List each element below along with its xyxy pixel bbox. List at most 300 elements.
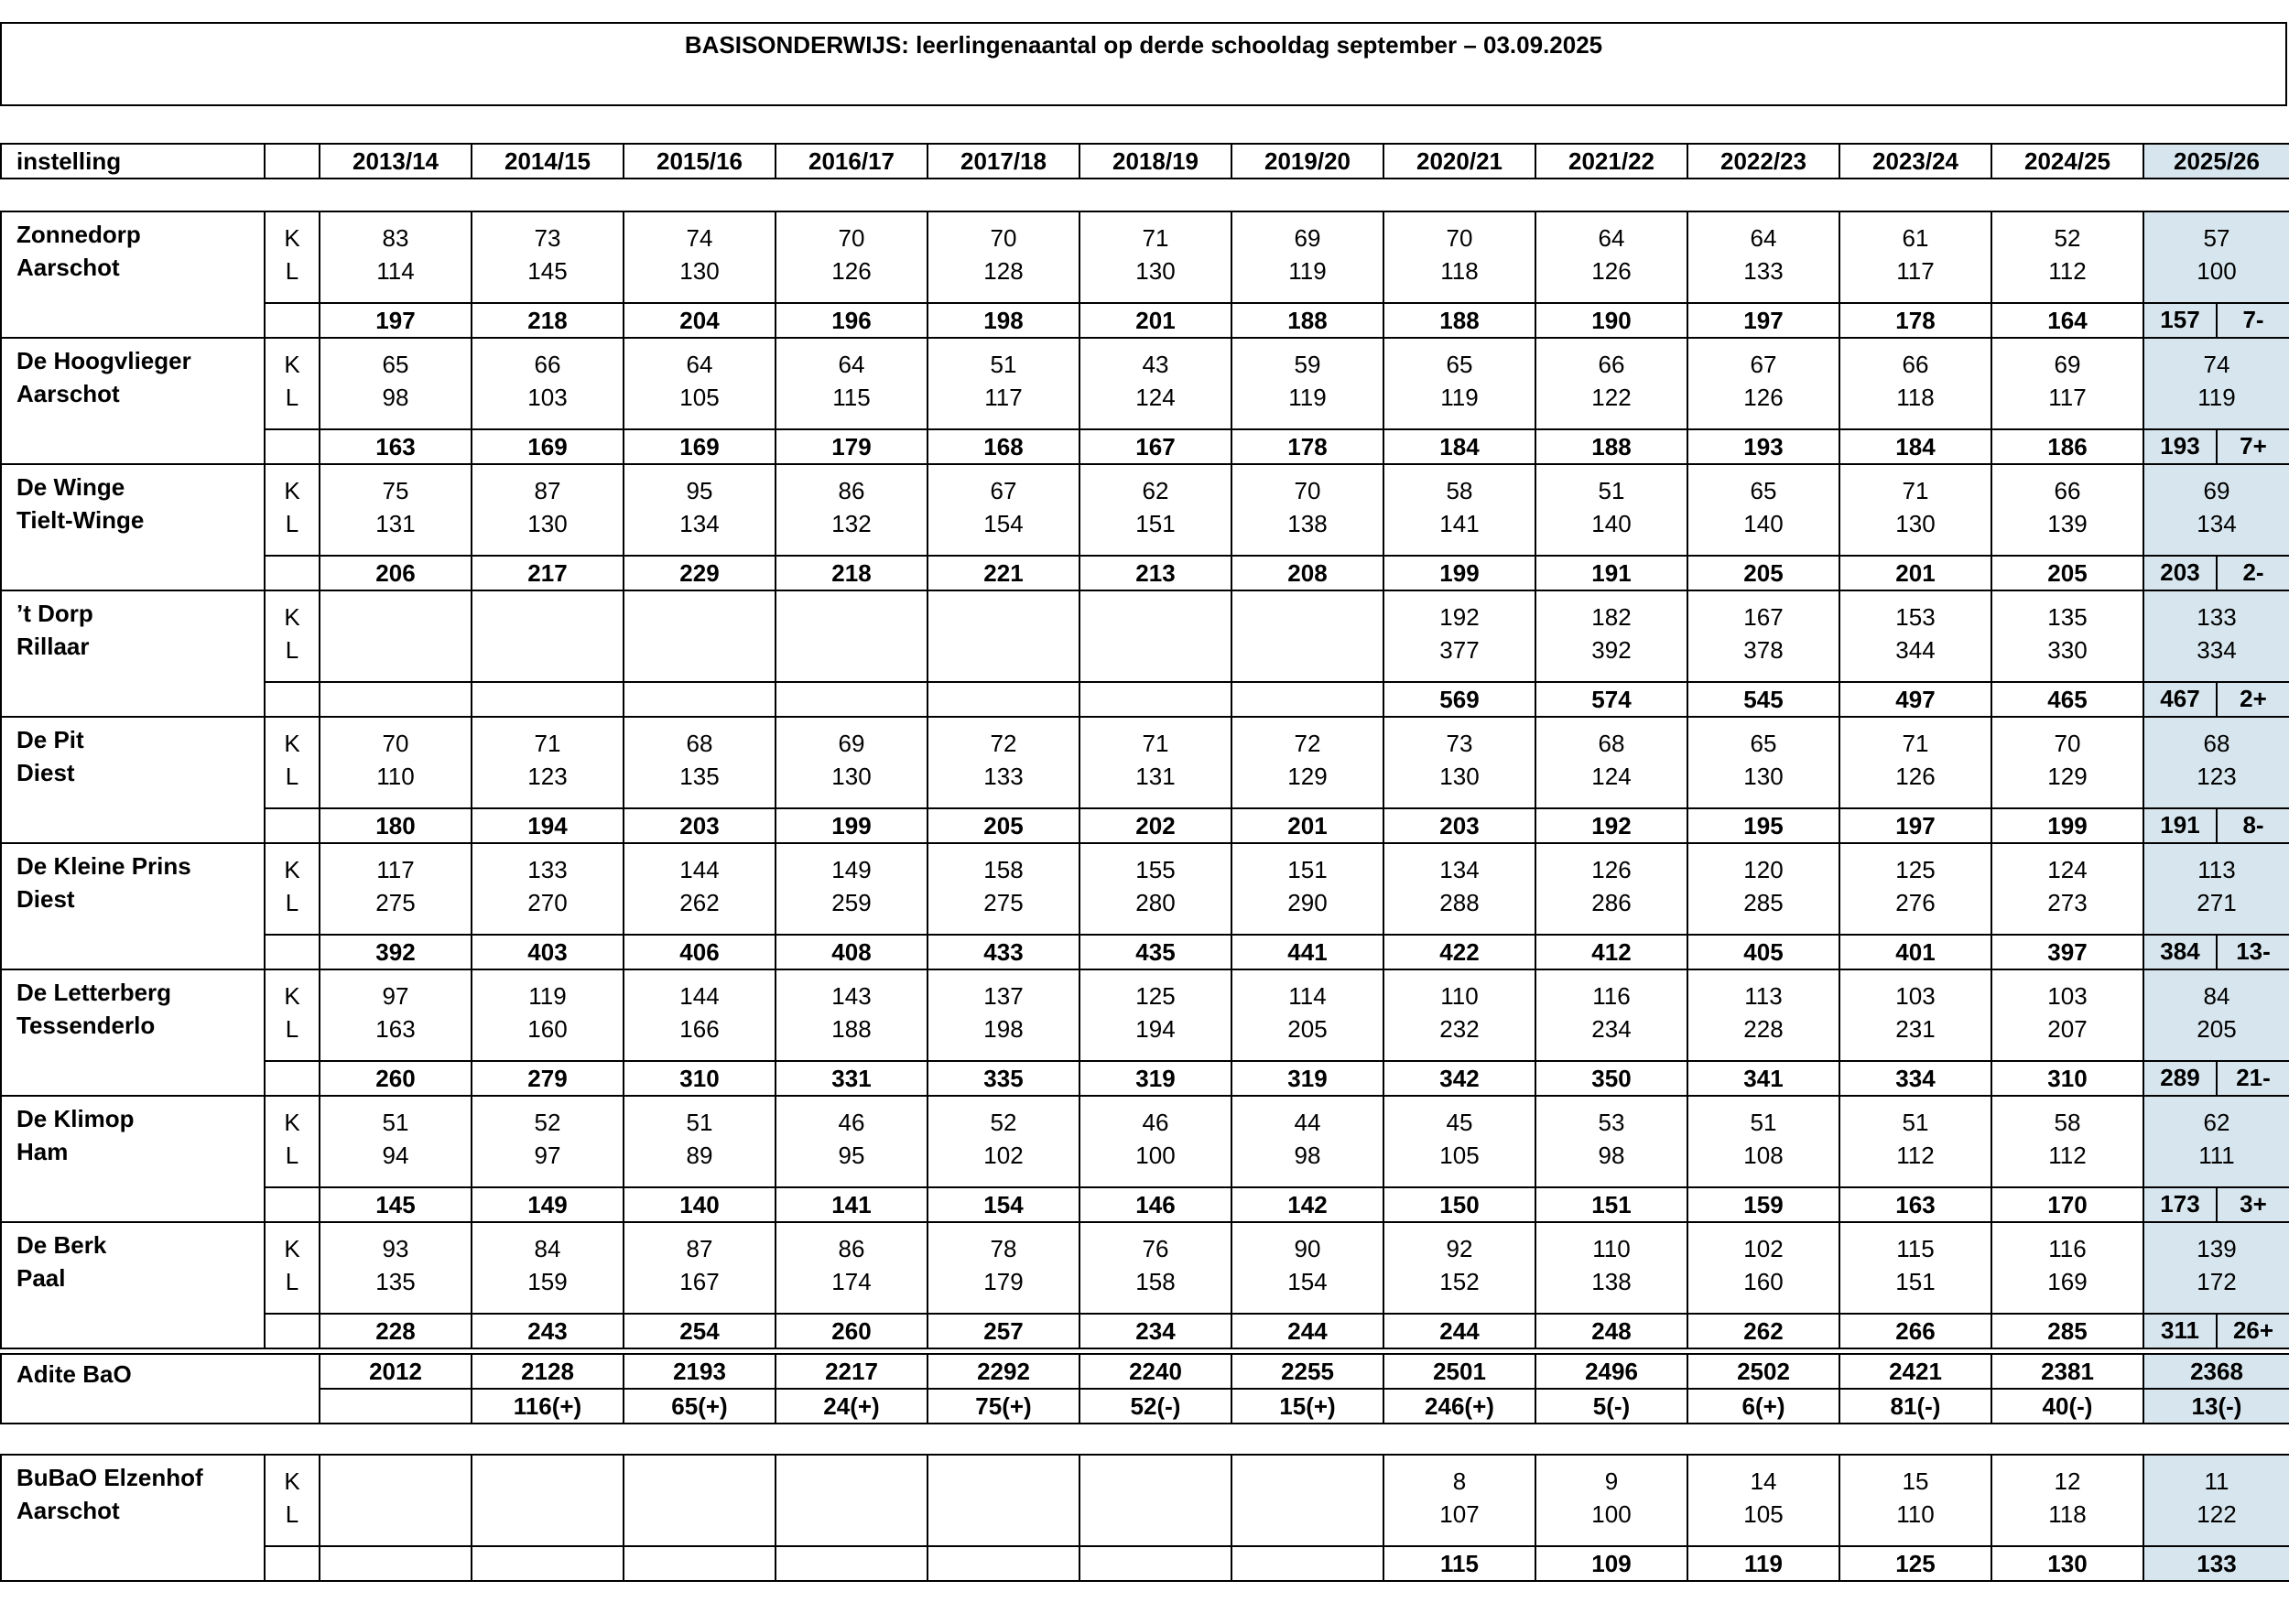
l-value: 123 bbox=[2197, 763, 2237, 790]
school-name bbox=[1, 1222, 265, 1348]
total-value: 319 bbox=[1079, 1061, 1231, 1096]
adite-change: 6(+) bbox=[1687, 1389, 1839, 1424]
kl-values-cell bbox=[1079, 1096, 1231, 1187]
l-value: 270 bbox=[527, 889, 568, 916]
total-cell-current bbox=[2143, 556, 2289, 590]
l-value: 130 bbox=[527, 510, 568, 537]
school-name bbox=[1, 211, 265, 338]
kl-values-cell bbox=[776, 717, 928, 808]
kl-labels bbox=[265, 211, 320, 303]
total-kl-cell bbox=[265, 556, 320, 590]
total-value: 125 bbox=[1839, 1546, 1991, 1581]
l-value: 103 bbox=[527, 384, 568, 411]
k-value: 58 bbox=[1446, 477, 1473, 504]
school-name-line: De Berk bbox=[16, 1231, 107, 1259]
l-value: 110 bbox=[1896, 1500, 1935, 1528]
adite-total-row bbox=[1, 1354, 2289, 1389]
total-value: 403 bbox=[472, 935, 624, 969]
kl-values-cell bbox=[1991, 590, 2143, 682]
total-value: 204 bbox=[624, 303, 776, 338]
kl-values-cell bbox=[1839, 1096, 1991, 1187]
l-value: 151 bbox=[1895, 1268, 1936, 1295]
page-title: BASISONDERWIJS: leerlingenaantal op derde schooldag september – 03.09.2025 bbox=[684, 31, 1603, 59]
kl-values-cell bbox=[928, 464, 1079, 556]
kl-values-cell bbox=[1383, 338, 1535, 429]
total-value: 384 bbox=[2144, 936, 2218, 969]
l-value: 194 bbox=[1135, 1015, 1176, 1043]
total-value bbox=[1231, 1546, 1383, 1581]
l-value: 124 bbox=[1591, 763, 1632, 790]
adite-total: 2255 bbox=[1231, 1354, 1383, 1389]
total-value: 197 bbox=[1687, 303, 1839, 338]
kl-values-cell bbox=[624, 1222, 776, 1314]
total-value: 199 bbox=[1383, 556, 1535, 590]
k-value: 61 bbox=[1902, 224, 1929, 252]
k-value: 58 bbox=[2054, 1109, 2081, 1136]
kl-values-cell bbox=[776, 590, 928, 682]
kl-values-cell bbox=[320, 590, 472, 682]
total-value bbox=[320, 1546, 472, 1581]
l-value: 126 bbox=[1591, 257, 1632, 285]
l-value: 188 bbox=[831, 1015, 872, 1043]
l-label: L bbox=[285, 384, 299, 411]
k-value: 86 bbox=[838, 1235, 865, 1262]
total-value: 178 bbox=[1231, 429, 1383, 464]
adite-change: 52(-) bbox=[1079, 1389, 1231, 1424]
l-value: 112 bbox=[2048, 1142, 2087, 1169]
l-value: 273 bbox=[2047, 889, 2088, 916]
adite-total: 2217 bbox=[776, 1354, 928, 1389]
l-value: 140 bbox=[1591, 510, 1632, 537]
k-value: 110 bbox=[1440, 982, 1479, 1010]
total-value: 119 bbox=[1687, 1546, 1839, 1581]
kl-values-cell bbox=[472, 717, 624, 808]
kl-values-cell bbox=[472, 843, 624, 935]
kl-values-cell bbox=[928, 211, 1079, 303]
k-value: 87 bbox=[686, 1235, 713, 1262]
total-value: 208 bbox=[1231, 556, 1383, 590]
k-value: 83 bbox=[382, 224, 409, 252]
kl-values-cell bbox=[624, 1455, 776, 1546]
adite-total: 2368 bbox=[2143, 1354, 2289, 1389]
kl-values-cell bbox=[1991, 211, 2143, 303]
l-value: 105 bbox=[1439, 1142, 1480, 1169]
k-value: 70 bbox=[2054, 730, 2081, 757]
l-value: 172 bbox=[2197, 1268, 2237, 1295]
k-value: 153 bbox=[1895, 603, 1936, 631]
total-value: 184 bbox=[1383, 429, 1535, 464]
adite-total: 2012 bbox=[320, 1354, 472, 1389]
kl-values-cell bbox=[1231, 338, 1383, 429]
kl-values-cell bbox=[624, 1096, 776, 1187]
kl-values-cell bbox=[1079, 211, 1231, 303]
school-row bbox=[1, 843, 2289, 935]
bubao-table bbox=[0, 1454, 2289, 1582]
total-value: 197 bbox=[1839, 808, 1991, 843]
total-value: 218 bbox=[472, 303, 624, 338]
l-value: 275 bbox=[983, 889, 1024, 916]
l-value: 119 bbox=[2197, 384, 2236, 411]
school-row bbox=[1, 211, 2289, 303]
school-name bbox=[1, 590, 265, 717]
total-value: 163 bbox=[1839, 1187, 1991, 1222]
k-value: 51 bbox=[1750, 1109, 1777, 1136]
total-cell-current bbox=[2143, 1061, 2289, 1096]
total-value: 188 bbox=[1231, 303, 1383, 338]
k-label: K bbox=[284, 1467, 300, 1495]
total-value: 151 bbox=[1535, 1187, 1687, 1222]
kl-values-cell bbox=[1687, 590, 1839, 682]
kl-labels bbox=[265, 843, 320, 935]
kl-values-cell bbox=[624, 590, 776, 682]
kl-values-cell bbox=[2143, 338, 2289, 429]
kl-values-cell bbox=[472, 969, 624, 1061]
kl-values-cell bbox=[1079, 843, 1231, 935]
total-value: 197 bbox=[320, 303, 472, 338]
l-value: 98 bbox=[1294, 1142, 1321, 1169]
adite-change: 15(+) bbox=[1231, 1389, 1383, 1424]
l-value: 344 bbox=[1895, 636, 1936, 664]
l-value: 145 bbox=[527, 257, 568, 285]
k-value: 113 bbox=[1744, 982, 1783, 1010]
k-value: 71 bbox=[1142, 730, 1169, 757]
school-name bbox=[1, 338, 265, 464]
l-value: 132 bbox=[831, 510, 872, 537]
adite-change: 5(-) bbox=[1535, 1389, 1687, 1424]
k-value: 8 bbox=[1452, 1467, 1467, 1495]
total-value: 190 bbox=[1535, 303, 1687, 338]
header-year: 2018/19 bbox=[1079, 144, 1231, 179]
k-value: 65 bbox=[1750, 730, 1777, 757]
header-year: 2016/17 bbox=[776, 144, 928, 179]
k-value: 87 bbox=[534, 477, 561, 504]
total-row bbox=[1, 429, 2289, 464]
kl-values-cell bbox=[472, 464, 624, 556]
header-year: 2022/23 bbox=[1687, 144, 1839, 179]
kl-values-cell bbox=[928, 1096, 1079, 1187]
kl-values-cell bbox=[1535, 338, 1687, 429]
change-value: 7- bbox=[2242, 306, 2264, 333]
l-value: 130 bbox=[679, 257, 720, 285]
kl-values-cell bbox=[1079, 969, 1231, 1061]
header-year: 2023/24 bbox=[1839, 144, 1991, 179]
l-value: 179 bbox=[983, 1268, 1024, 1295]
k-value: 14 bbox=[1750, 1467, 1777, 1495]
school-row bbox=[1, 590, 2289, 682]
total-value: 193 bbox=[2144, 430, 2218, 463]
kl-values-cell bbox=[1991, 1222, 2143, 1314]
kl-values-cell bbox=[1231, 1222, 1383, 1314]
k-value: 59 bbox=[1294, 351, 1321, 378]
l-label: L bbox=[285, 1142, 299, 1169]
total-row bbox=[1, 808, 2289, 843]
k-value: 64 bbox=[1750, 224, 1777, 252]
k-value: 117 bbox=[376, 856, 415, 883]
kl-values-cell bbox=[472, 1096, 624, 1187]
l-value: 152 bbox=[1439, 1268, 1480, 1295]
l-value: 134 bbox=[2197, 510, 2237, 537]
total-value: 196 bbox=[776, 303, 928, 338]
total-kl-cell bbox=[265, 1187, 320, 1222]
total-value: 146 bbox=[1079, 1187, 1231, 1222]
school-name bbox=[1, 464, 265, 590]
total-value: 201 bbox=[1079, 303, 1231, 338]
k-value: 125 bbox=[1135, 982, 1176, 1010]
kl-values-cell bbox=[624, 717, 776, 808]
k-value: 73 bbox=[1446, 730, 1473, 757]
l-value: 133 bbox=[1743, 257, 1784, 285]
l-label: L bbox=[285, 889, 299, 916]
kl-values-cell bbox=[1687, 969, 1839, 1061]
adite-change: 81(-) bbox=[1839, 1389, 1991, 1424]
school-place-line: Aarschot bbox=[16, 380, 120, 407]
total-value bbox=[1079, 1546, 1231, 1581]
adite-change: 246(+) bbox=[1383, 1389, 1535, 1424]
kl-values-cell bbox=[320, 1096, 472, 1187]
total-value: 229 bbox=[624, 556, 776, 590]
total-value: 198 bbox=[928, 303, 1079, 338]
adite-total: 2128 bbox=[472, 1354, 624, 1389]
k-value: 92 bbox=[1446, 1235, 1473, 1262]
school-place-line: Rillaar bbox=[16, 633, 90, 660]
kl-values-cell bbox=[928, 969, 1079, 1061]
adite-total: 2502 bbox=[1687, 1354, 1839, 1389]
l-value: 122 bbox=[2197, 1500, 2237, 1528]
total-value: 441 bbox=[1231, 935, 1383, 969]
l-value: 205 bbox=[2197, 1015, 2237, 1043]
kl-labels bbox=[265, 717, 320, 808]
l-value: 131 bbox=[1135, 763, 1176, 790]
total-value: 334 bbox=[1839, 1061, 1991, 1096]
kl-values-cell bbox=[1535, 464, 1687, 556]
total-value bbox=[776, 1546, 928, 1581]
total-value bbox=[1079, 682, 1231, 717]
l-value: 377 bbox=[1439, 636, 1480, 664]
l-label: L bbox=[285, 1268, 299, 1295]
total-value: 193 bbox=[1687, 429, 1839, 464]
change-value: 2- bbox=[2242, 558, 2264, 586]
kl-values-cell bbox=[1231, 969, 1383, 1061]
total-value: 406 bbox=[624, 935, 776, 969]
kl-values-cell bbox=[2143, 1455, 2289, 1546]
k-value: 70 bbox=[838, 224, 865, 252]
k-value: 151 bbox=[1287, 856, 1328, 883]
k-value: 103 bbox=[2047, 982, 2088, 1010]
kl-values-cell bbox=[320, 464, 472, 556]
total-value: 170 bbox=[1991, 1187, 2143, 1222]
l-value: 290 bbox=[1287, 889, 1328, 916]
header-table bbox=[0, 143, 2289, 179]
kl-values-cell bbox=[1839, 464, 1991, 556]
total-value: 130 bbox=[1991, 1546, 2143, 1581]
adite-change: 40(-) bbox=[1991, 1389, 2143, 1424]
school-row bbox=[1, 1455, 2289, 1546]
kl-values-cell bbox=[320, 338, 472, 429]
l-value: 154 bbox=[1287, 1268, 1328, 1295]
kl-values-cell bbox=[1687, 1096, 1839, 1187]
k-value: 65 bbox=[1446, 351, 1473, 378]
k-value: 78 bbox=[990, 1235, 1017, 1262]
total-value: 319 bbox=[1231, 1061, 1383, 1096]
total-row bbox=[1, 556, 2289, 590]
l-value: 94 bbox=[382, 1142, 409, 1169]
kl-values-cell bbox=[1839, 969, 1991, 1061]
l-value: 141 bbox=[1439, 510, 1480, 537]
l-value: 123 bbox=[527, 763, 568, 790]
kl-values-cell bbox=[776, 211, 928, 303]
total-cell-current bbox=[2143, 1314, 2289, 1348]
total-value: 192 bbox=[1535, 808, 1687, 843]
k-value: 62 bbox=[2203, 1109, 2230, 1136]
adite-total: 2381 bbox=[1991, 1354, 2143, 1389]
l-value: 234 bbox=[1591, 1015, 1632, 1043]
kl-values-cell bbox=[1383, 1455, 1535, 1546]
k-value: 90 bbox=[1294, 1235, 1321, 1262]
kl-values-cell bbox=[1687, 464, 1839, 556]
total-value: 202 bbox=[1079, 808, 1231, 843]
kl-values-cell bbox=[928, 843, 1079, 935]
header-instelling: instelling bbox=[1, 144, 265, 179]
l-value: 100 bbox=[1591, 1500, 1632, 1528]
k-value: 113 bbox=[2197, 856, 2236, 883]
l-value: 133 bbox=[983, 763, 1024, 790]
k-value: 52 bbox=[990, 1109, 1017, 1136]
kl-values-cell bbox=[2143, 969, 2289, 1061]
l-value: 107 bbox=[1439, 1500, 1480, 1528]
kl-values-cell bbox=[624, 211, 776, 303]
total-kl-cell bbox=[265, 808, 320, 843]
kl-values-cell bbox=[320, 969, 472, 1061]
l-value: 392 bbox=[1591, 636, 1632, 664]
school-name bbox=[1, 1096, 265, 1222]
total-value: 262 bbox=[1687, 1314, 1839, 1348]
l-value: 259 bbox=[831, 889, 872, 916]
total-value: 266 bbox=[1839, 1314, 1991, 1348]
total-value: 218 bbox=[776, 556, 928, 590]
l-value: 119 bbox=[1440, 384, 1479, 411]
k-value: 133 bbox=[2197, 603, 2237, 631]
total-row bbox=[1, 682, 2289, 717]
l-value: 117 bbox=[984, 384, 1023, 411]
l-value: 130 bbox=[1135, 257, 1176, 285]
kl-values-cell bbox=[928, 590, 1079, 682]
total-value: 201 bbox=[1839, 556, 1991, 590]
adite-change: 24(+) bbox=[776, 1389, 928, 1424]
total-value: 188 bbox=[1535, 429, 1687, 464]
k-value: 15 bbox=[1902, 1467, 1929, 1495]
school-name bbox=[1, 843, 265, 969]
k-label: K bbox=[284, 224, 300, 252]
l-value: 166 bbox=[679, 1015, 720, 1043]
total-value: 203 bbox=[1383, 808, 1535, 843]
k-value: 74 bbox=[686, 224, 713, 252]
school-name-line: De Hoogvlieger bbox=[16, 347, 191, 374]
k-value: 71 bbox=[1902, 730, 1929, 757]
kl-values-cell bbox=[2143, 843, 2289, 935]
adite-change: 13(-) bbox=[2143, 1389, 2289, 1424]
l-value: 112 bbox=[2048, 257, 2087, 285]
k-value: 116 bbox=[1592, 982, 1631, 1010]
school-name-line: De Pit bbox=[16, 726, 84, 753]
k-value: 69 bbox=[2054, 351, 2081, 378]
school-name-line: BuBaO Elzenhof bbox=[16, 1464, 203, 1491]
total-row bbox=[1, 935, 2289, 969]
k-value: 51 bbox=[990, 351, 1017, 378]
kl-values-cell bbox=[2143, 717, 2289, 808]
total-row bbox=[1, 1314, 2289, 1348]
k-value: 51 bbox=[1598, 477, 1625, 504]
kl-values-cell bbox=[472, 1455, 624, 1546]
l-label: L bbox=[285, 763, 299, 790]
kl-values-cell bbox=[1535, 969, 1687, 1061]
kl-values-cell bbox=[776, 1222, 928, 1314]
kl-values-cell bbox=[1991, 717, 2143, 808]
k-value: 69 bbox=[838, 730, 865, 757]
k-label: K bbox=[284, 1109, 300, 1136]
l-value: 100 bbox=[1135, 1142, 1176, 1169]
total-value: 248 bbox=[1535, 1314, 1687, 1348]
k-value: 46 bbox=[838, 1109, 865, 1136]
k-value: 57 bbox=[2203, 224, 2230, 252]
k-value: 65 bbox=[1750, 477, 1777, 504]
change-value: 2+ bbox=[2240, 685, 2267, 712]
adite-name: Adite BaO bbox=[1, 1354, 320, 1424]
kl-values-cell bbox=[928, 1222, 1079, 1314]
total-value: 260 bbox=[320, 1061, 472, 1096]
header-year: 2015/16 bbox=[624, 144, 776, 179]
kl-values-cell bbox=[624, 843, 776, 935]
k-value: 84 bbox=[534, 1235, 561, 1262]
k-value: 51 bbox=[382, 1109, 409, 1136]
total-value bbox=[472, 1546, 624, 1581]
total-value: 397 bbox=[1991, 935, 2143, 969]
total-kl-cell bbox=[265, 1314, 320, 1348]
k-value: 149 bbox=[831, 856, 872, 883]
l-value: 135 bbox=[679, 763, 720, 790]
k-value: 120 bbox=[1743, 856, 1784, 883]
l-value: 134 bbox=[679, 510, 720, 537]
k-value: 52 bbox=[534, 1109, 561, 1136]
total-value: 285 bbox=[1991, 1314, 2143, 1348]
l-value: 129 bbox=[2047, 763, 2088, 790]
l-value: 115 bbox=[832, 384, 871, 411]
k-value: 86 bbox=[838, 477, 865, 504]
l-value: 119 bbox=[1288, 257, 1327, 285]
total-value: 279 bbox=[472, 1061, 624, 1096]
k-value: 66 bbox=[1598, 351, 1625, 378]
l-value: 111 bbox=[2198, 1142, 2235, 1169]
kl-labels bbox=[265, 1455, 320, 1546]
kl-values-cell bbox=[320, 211, 472, 303]
l-value: 378 bbox=[1743, 636, 1784, 664]
kl-values-cell bbox=[1839, 590, 1991, 682]
k-value: 192 bbox=[1439, 603, 1480, 631]
total-value bbox=[472, 682, 624, 717]
total-value: 257 bbox=[928, 1314, 1079, 1348]
l-value: 228 bbox=[1743, 1015, 1784, 1043]
l-value: 285 bbox=[1743, 889, 1784, 916]
total-value: 180 bbox=[320, 808, 472, 843]
l-value: 97 bbox=[534, 1142, 561, 1169]
change-value: 8- bbox=[2242, 811, 2264, 839]
total-value: 164 bbox=[1991, 303, 2143, 338]
kl-values-cell bbox=[1839, 843, 1991, 935]
kl-values-cell bbox=[1991, 338, 2143, 429]
k-value: 75 bbox=[382, 477, 409, 504]
l-value: 151 bbox=[1135, 510, 1176, 537]
kl-values-cell bbox=[1839, 1455, 1991, 1546]
l-value: 118 bbox=[1440, 257, 1479, 285]
